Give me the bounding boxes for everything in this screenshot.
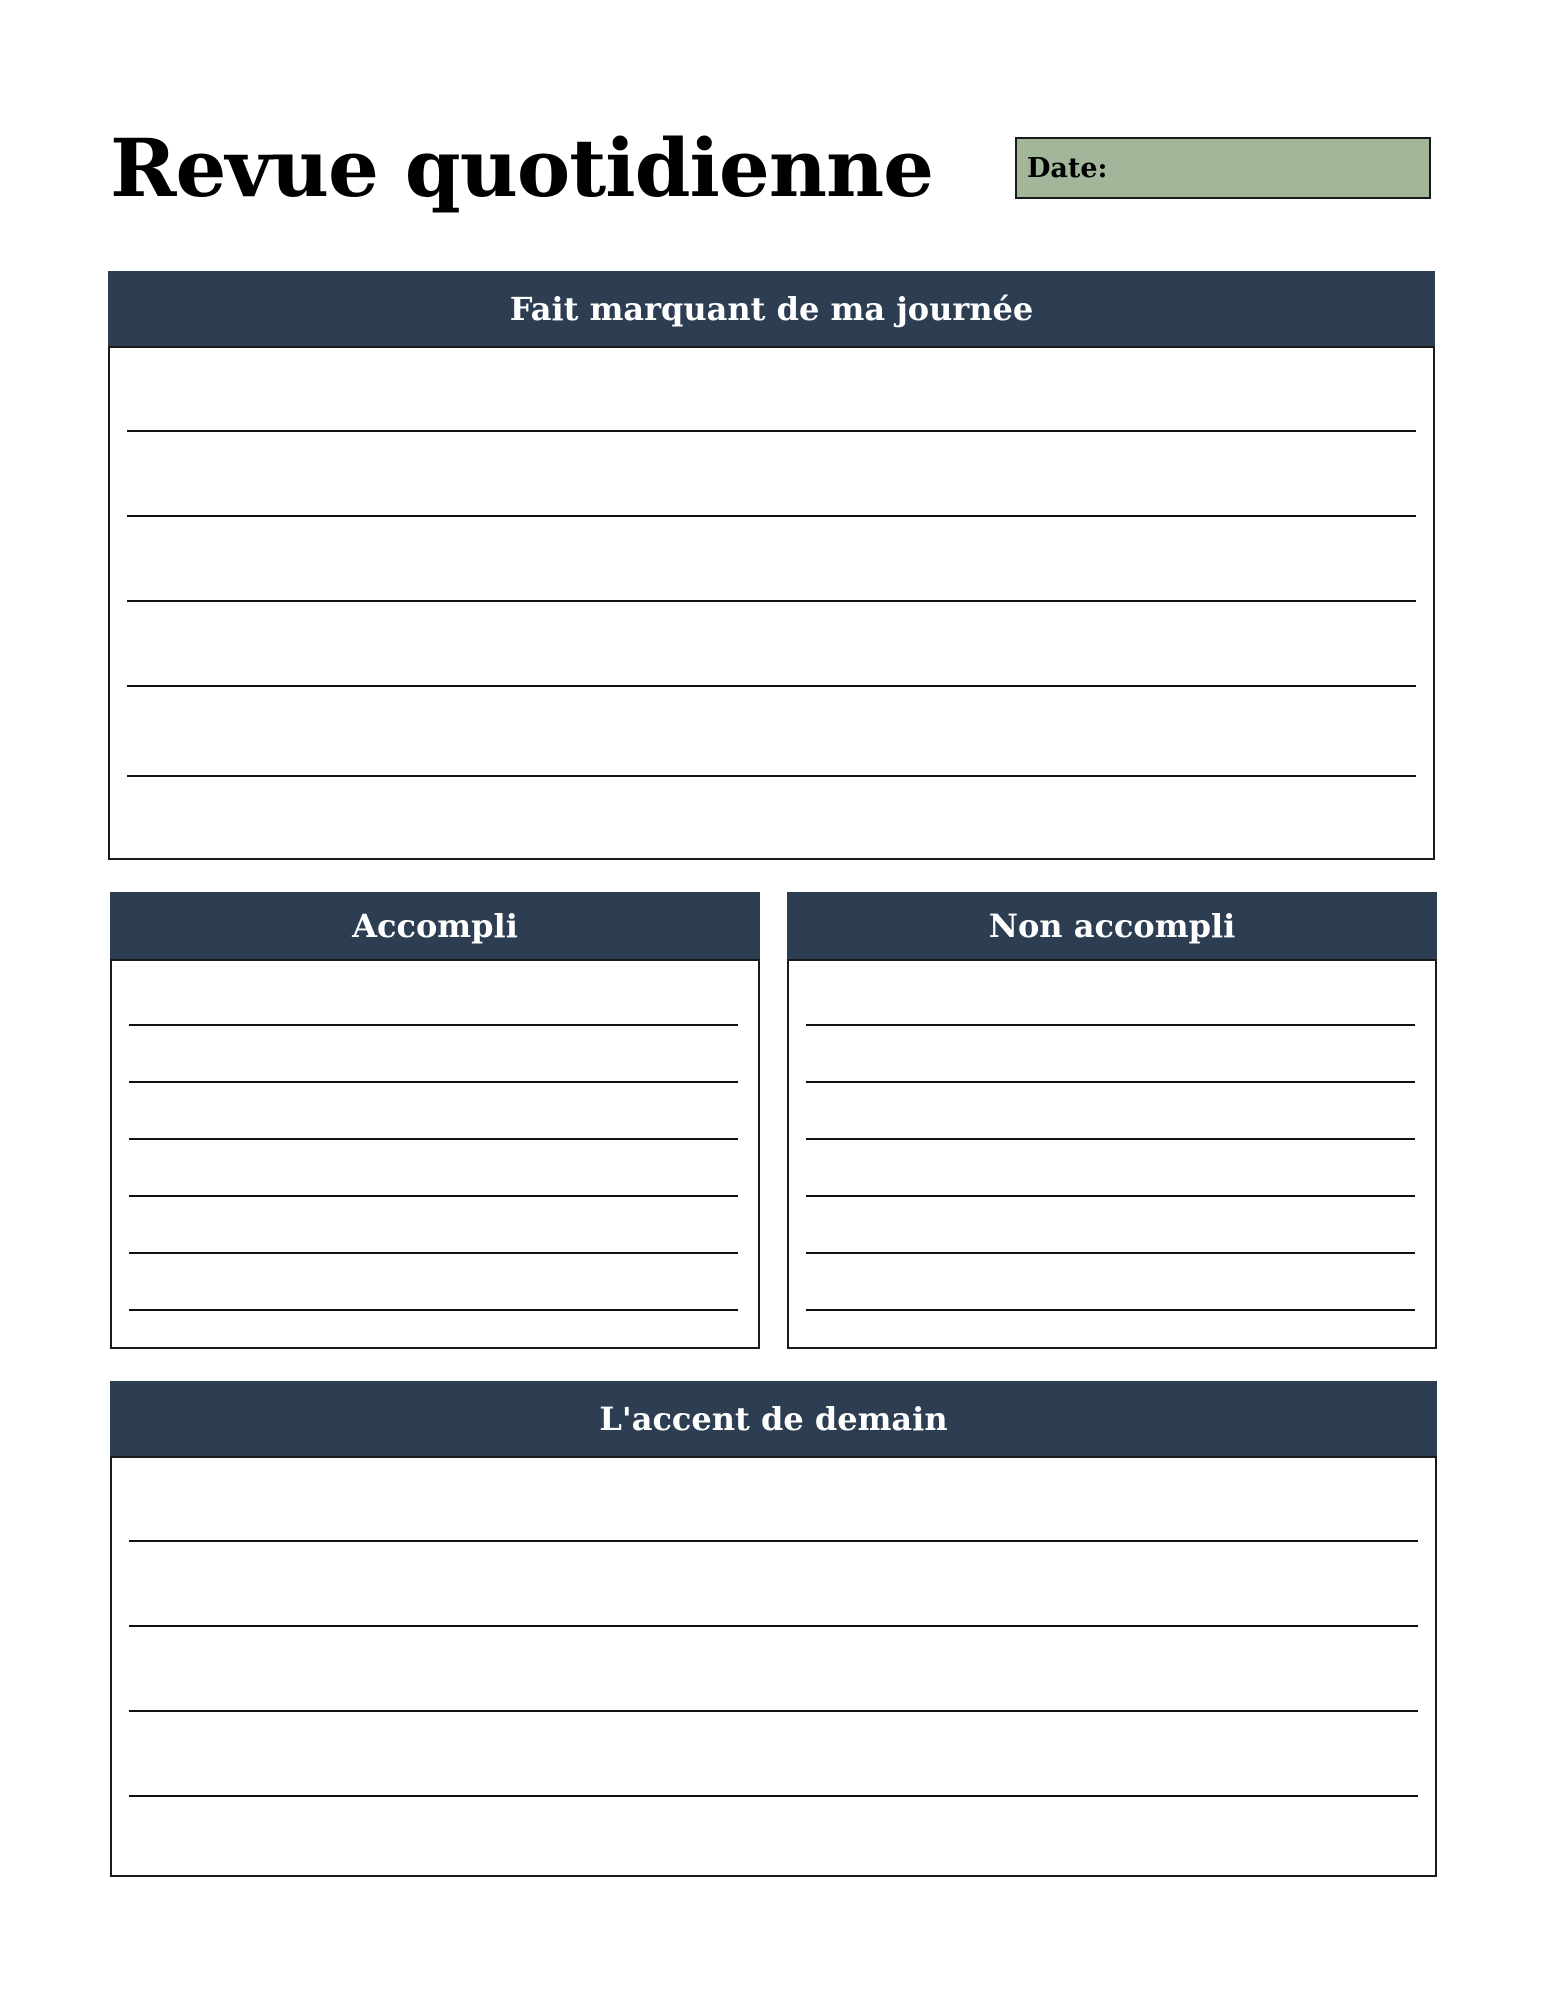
writing-line	[129, 1795, 1418, 1797]
highlight-writing-area[interactable]	[108, 346, 1435, 860]
accomplished-section-header	[110, 892, 760, 959]
writing-line	[127, 515, 1416, 517]
writing-line	[129, 1710, 1418, 1712]
writing-line	[129, 1024, 738, 1026]
writing-line	[806, 1195, 1415, 1197]
writing-line	[806, 1138, 1415, 1140]
writing-line	[129, 1252, 738, 1254]
accomplished-section-title: Accompli	[352, 906, 518, 945]
writing-line	[129, 1081, 738, 1083]
not-accomplished-section-title: Non accompli	[988, 906, 1236, 945]
date-field[interactable]	[1015, 137, 1431, 199]
tomorrow-focus-section-title: L'accent de demain	[599, 1399, 948, 1438]
writing-line	[806, 1081, 1415, 1083]
writing-line	[129, 1309, 738, 1311]
date-label: Date:	[1027, 152, 1108, 184]
tomorrow-focus-writing-area[interactable]	[110, 1456, 1437, 1877]
writing-line	[129, 1625, 1418, 1627]
writing-line	[127, 600, 1416, 602]
writing-line	[806, 1309, 1415, 1311]
writing-line	[806, 1024, 1415, 1026]
tomorrow-focus-section-header	[110, 1381, 1437, 1456]
highlight-section-title: Fait marquant de ma journée	[509, 289, 1034, 328]
writing-line	[129, 1138, 738, 1140]
writing-line	[129, 1195, 738, 1197]
writing-line	[127, 685, 1416, 687]
highlight-section-header	[108, 271, 1435, 346]
writing-line	[127, 430, 1416, 432]
writing-line	[129, 1540, 1418, 1542]
writing-line	[127, 775, 1416, 777]
writing-line	[806, 1252, 1415, 1254]
accomplished-writing-area[interactable]	[110, 959, 760, 1349]
not-accomplished-section-header	[787, 892, 1437, 959]
page-title: Revue quotidienne	[110, 121, 934, 215]
not-accomplished-writing-area[interactable]	[787, 959, 1437, 1349]
